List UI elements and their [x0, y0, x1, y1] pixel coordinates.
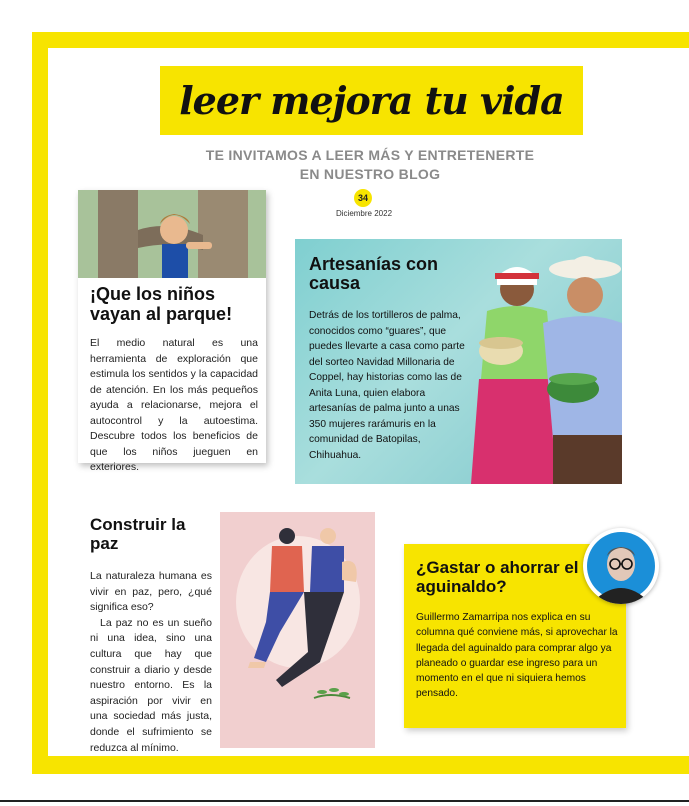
article-paragraph-2: La paz no es un sueño ni una idea, sino una cultura que hay que construir a diario y desde nuestro entorno. Es la aspiración por vivir en una sociedad más justa, donde el sufrimiento se reduzca al mínimo. [90, 616, 212, 754]
article-body: Detrás de los tortilleros de palma, conocidos como “guares”, que puedes llevarte a casa como parte del sorteo Navidad Millonaria de Coppel, hay historias como las de Anita Luna, quien elabora artesanías de palma junto a unas 350 mujeres rarámuris en la comunidad de Batopilas, Chihuahua. [309, 310, 465, 461]
issue-date: Diciembre 2022 [335, 209, 393, 218]
article-title: Artesanías con causa [309, 254, 439, 293]
article-title: ¡Que los niños vayan al parque! [90, 284, 233, 324]
page-title: leer mejora tu vida [179, 78, 564, 123]
peace-illustration [220, 512, 375, 748]
subtitle-line-2: EN NUESTRO BLOG [299, 166, 441, 182]
article-body: Guillermo Zamarripa nos explica en su columna qué conviene más, si aprovechar la llegada del aguinaldo para comprar algo ya planeado o guardar ese ingreso para un momento en el que ni siquiera hemos pensado. [416, 612, 618, 700]
subtitle-line-1: TE INVITAMOS A LEER MÁS Y ENTRETENERTE [205, 147, 535, 163]
issue-number-badge: 34 [354, 189, 372, 207]
article-title-peace[interactable]: Construir la paz [90, 515, 186, 553]
artisans-photo [445, 239, 622, 484]
article-paragraph-1: La naturaleza humana es vivir en paz, pero, ¿qué significa eso? [90, 570, 212, 614]
article-card-park[interactable] [78, 190, 266, 473]
bottom-rule [0, 800, 689, 802]
article-body: El medio natural es una herramienta de exploración que estimula los sentidos y la capacidad de atención. En los más pequeños ayuda a relacionarse, mejora el autocontrol y la autoestima. Descubre todos los beneficios de que los niños jueguen en exteriores. [90, 337, 258, 473]
child-tree-photo [78, 190, 266, 278]
article-card-artisans[interactable] [295, 239, 622, 484]
subtitle [150, 146, 590, 184]
title-band [160, 66, 583, 135]
author-avatar [583, 528, 659, 604]
article-title: ¿Gastar o ahorrar el aguinaldo? [416, 558, 579, 596]
article-body-peace [90, 569, 212, 756]
